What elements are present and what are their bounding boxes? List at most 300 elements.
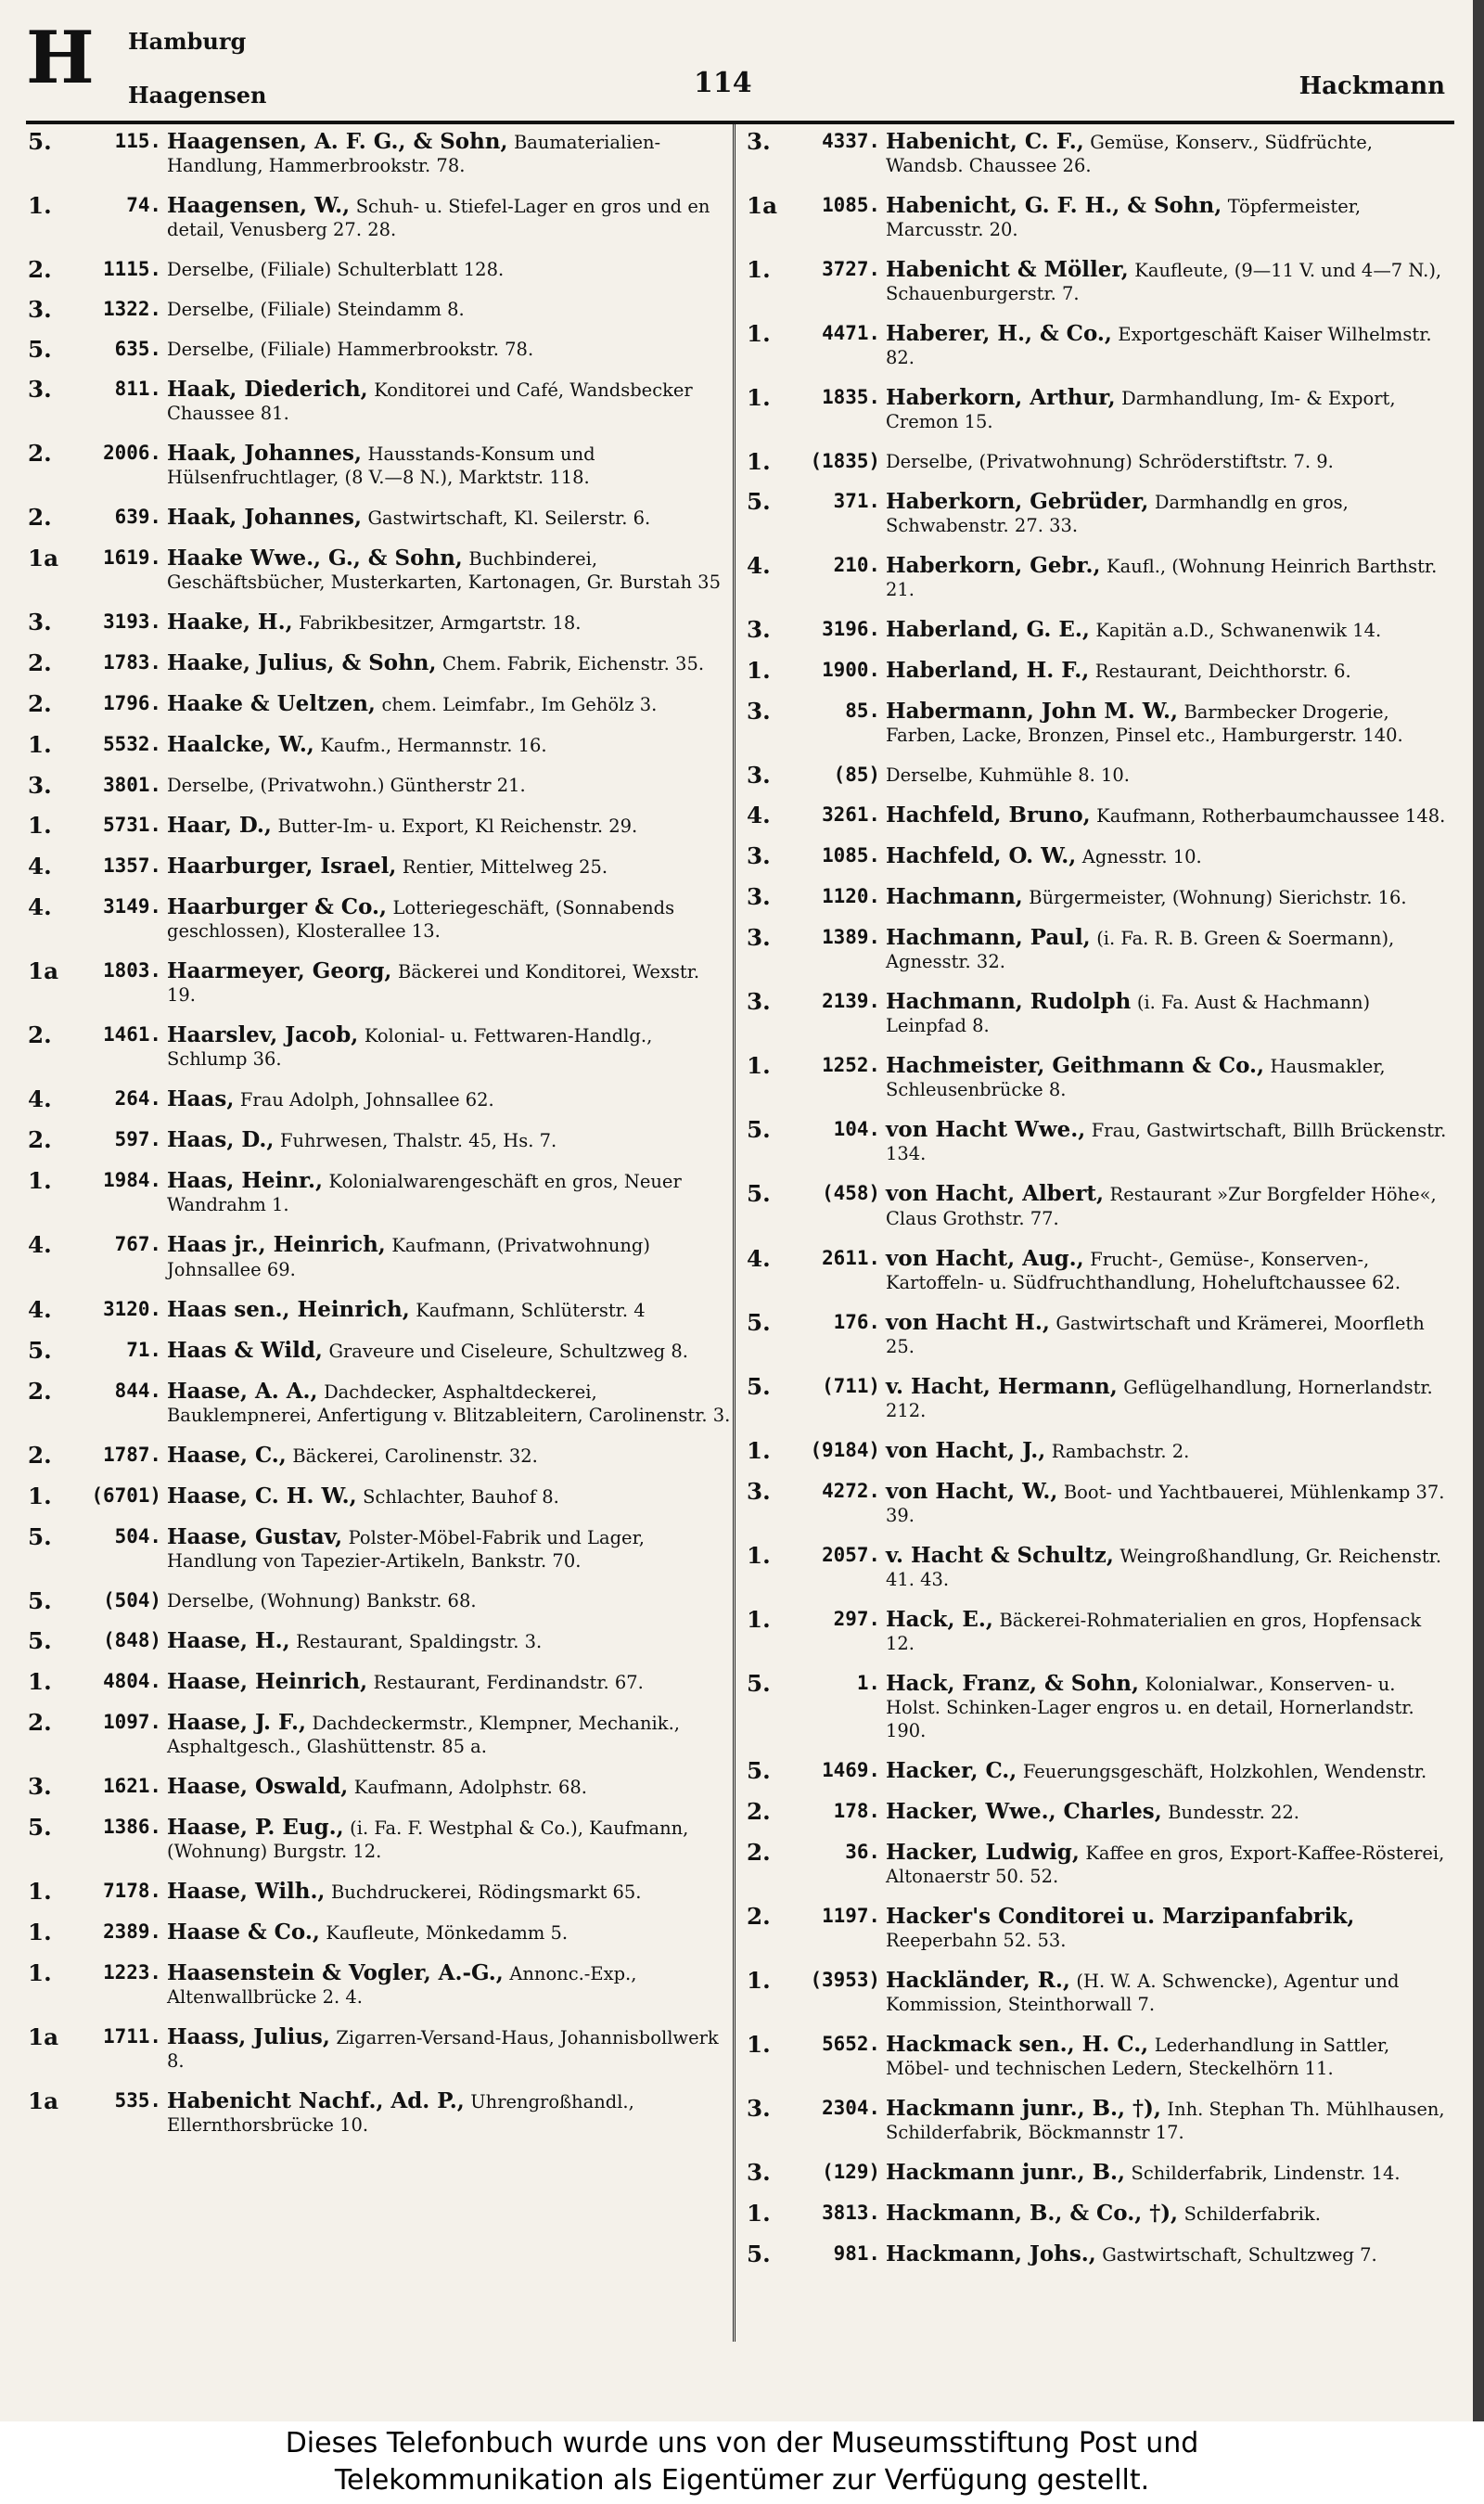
entry-description: Bäckerei-Rohmaterialien en gros, Hopfensack 12. xyxy=(886,1609,1422,1654)
entry-phone-number: 535. xyxy=(114,2088,161,2112)
entry-description: Bürgermeister, (Wohnung) Sierichstr. 16. xyxy=(1029,887,1407,909)
entry-description: Fuhrwesen, Thalstr. 45, Hs. 7. xyxy=(279,1130,557,1152)
entry-phone-number: 1322. xyxy=(103,298,161,321)
entry-phone-number: (6701) xyxy=(91,1483,161,1507)
directory-entry xyxy=(28,130,733,177)
entry-district: 1. xyxy=(28,812,52,840)
entry-description: Reeperbahn 52. 53. xyxy=(886,1929,1067,1951)
entry-phone-number: 597. xyxy=(114,1128,161,1151)
entry-description: Buchdruckerei, Rödingsmarkt 65. xyxy=(330,1881,642,1903)
entry-name: Haberkorn, Gebrüder, xyxy=(886,489,1149,515)
entry-description: Derselbe, (Privatwohnung) Schröderstiftstr. 7. 9. xyxy=(886,451,1334,473)
directory-entry xyxy=(28,1813,733,1863)
entry-description: Hausmakler, Schleusenbrücke 8. xyxy=(886,1056,1386,1101)
entry-district: 5. xyxy=(747,2240,771,2267)
entry-name: Hack, Franz, & Sohn, xyxy=(886,1670,1139,1696)
entry-description: Weingroßhandlung, Gr. Reichenstr. 41. 43. xyxy=(886,1545,1442,1590)
entry-phone-number: 844. xyxy=(114,1379,161,1402)
entry-phone-number: 3727. xyxy=(822,258,880,281)
entry-district: 2. xyxy=(28,1441,52,1469)
entry-description: Graveure und Ciseleure, Schultzweg 8. xyxy=(328,1340,688,1362)
entry-district: 4. xyxy=(28,853,52,880)
entry-name: Hachmann, xyxy=(886,884,1023,910)
entry-description: Kaufmann, Adolphstr. 68. xyxy=(353,1776,587,1798)
entry-district: 2. xyxy=(28,256,52,284)
entry-phone-number: (1835) xyxy=(810,450,880,473)
entry-name: Haak, Johannes, xyxy=(167,505,362,531)
entry-description: Schilderfabrik, Lindenstr. 14. xyxy=(1131,2162,1401,2184)
directory-entry xyxy=(747,194,1452,241)
directory-entry xyxy=(747,448,1452,476)
entry-description: Restaurant, Spaldingstr. 3. xyxy=(296,1630,543,1652)
directory-entry xyxy=(747,2158,1452,2186)
directory-entry xyxy=(28,1087,733,1111)
entry-description: Kolonialwar., Konserven- u. Holst. Schinken-Lager engros u. en detail, Hornerlandstr. 190. xyxy=(886,1673,1414,1741)
entry-phone-number: (3953) xyxy=(810,1968,880,1991)
entry-district: 1a xyxy=(747,192,778,220)
directory-entry xyxy=(28,895,733,943)
entry-phone-number: 4804. xyxy=(103,1669,161,1692)
directory-entry xyxy=(28,814,733,838)
entry-name: Haalcke, W., xyxy=(167,732,314,758)
entry-district: 2. xyxy=(747,1797,771,1825)
entry-name: Haase & Co., xyxy=(167,1919,320,1945)
entry-description: Darmhandlung, Im- & Export, Cremon 15. xyxy=(886,388,1396,433)
directory-entry xyxy=(747,490,1452,537)
entry-district: 3. xyxy=(747,1477,771,1505)
entry-description: Kaufl., (Wohnung Heinrich Barthstr. 21. xyxy=(886,556,1438,601)
entry-phone-number: 85. xyxy=(845,700,880,723)
entry-phone-number: 1796. xyxy=(103,692,161,715)
directory-entry xyxy=(28,1877,733,1905)
directory-entry xyxy=(28,1708,733,1758)
entry-description: (H. W. A. Schwencke), Agentur und Kommission, Steinthorwall 7. xyxy=(886,1970,1400,2015)
entry-phone-number: 1115. xyxy=(103,258,161,281)
section-letter: H xyxy=(26,16,95,100)
directory-entry xyxy=(28,2022,733,2073)
directory-entry xyxy=(28,1336,733,1364)
directory-entry xyxy=(28,442,733,489)
entry-district: 2. xyxy=(28,1377,52,1405)
entry-name: Haberer, H., & Co., xyxy=(886,321,1112,347)
directory-entry xyxy=(28,546,733,594)
entry-name: von Hacht, W., xyxy=(886,1478,1058,1504)
directory-entry xyxy=(747,1436,1452,1464)
entry-phone-number: 2139. xyxy=(822,990,880,1013)
entry-description: Zigarren-Versand-Haus, Johannisbollwerk 8. xyxy=(167,2026,719,2072)
directory-entry xyxy=(747,762,1452,790)
entry-district: 1. xyxy=(747,2030,771,2058)
header-city: Hamburg xyxy=(128,28,247,55)
entry-phone-number: 1787. xyxy=(103,1443,161,1466)
entry-description: Kaffee en gros, Export-Kaffee-Rösterei, Altonaerstr 50. 52. xyxy=(886,1842,1445,1887)
entry-district: 3. xyxy=(747,616,771,644)
page-edge-shadow xyxy=(1473,0,1484,2421)
entry-phone-number: 3149. xyxy=(103,895,161,918)
directory-entry xyxy=(747,926,1452,973)
directory-entry xyxy=(28,336,733,364)
entry-phone-number: 71. xyxy=(126,1338,161,1361)
entry-district: 5. xyxy=(28,1586,52,1614)
entry-name: Haas, D., xyxy=(167,1127,275,1153)
directory-entry xyxy=(747,2242,1452,2266)
entry-name: Hachfeld, Bruno, xyxy=(886,803,1091,828)
entry-name: Hackmann, B., & Co., †), xyxy=(886,2200,1179,2226)
entry-name: Hackländer, R., xyxy=(886,1967,1070,1993)
entry-description: Kaufmann, Rotherbaumchaussee 148. xyxy=(1096,805,1446,828)
entry-district: 3. xyxy=(28,376,52,404)
page-header xyxy=(26,17,1454,119)
entry-description: Baumaterialien-Handlung, Hammerbrookstr. 78. xyxy=(167,132,661,177)
entry-district: 1a xyxy=(28,2022,59,2050)
entry-description: (i. Fa. R. B. Green & Soermann), Agnesstr. 32. xyxy=(886,928,1395,973)
entry-name: Hackmann, Johs., xyxy=(886,2241,1096,2266)
entry-phone-number: 3801. xyxy=(103,774,161,797)
entry-name: Haas, xyxy=(167,1086,235,1112)
entry-phone-number: 5652. xyxy=(822,2032,880,2055)
entry-district: 1. xyxy=(28,1167,52,1195)
entry-phone-number: 1621. xyxy=(103,1774,161,1797)
entry-description: Kaufm., Hermannstr. 16. xyxy=(320,735,547,757)
entry-name: Haase, Wilh., xyxy=(167,1878,326,1904)
entry-district: 1. xyxy=(28,731,52,759)
entry-phone-number: 3196. xyxy=(822,618,880,641)
entry-name: Habenicht & Möller, xyxy=(886,257,1129,283)
entry-description: Geflügelhandlung, Hornerlandstr. 212. xyxy=(886,1376,1433,1421)
directory-entry xyxy=(747,1118,1452,1165)
header-rule xyxy=(26,121,1454,124)
entry-phone-number: 1097. xyxy=(103,1710,161,1733)
entry-district: 2. xyxy=(28,440,52,468)
entry-name: Hackmann junr., B., xyxy=(886,2159,1125,2185)
footer-notice xyxy=(0,2421,1484,2504)
entry-name: Habenicht Nachf., Ad. P., xyxy=(167,2087,465,2113)
entry-district: 3. xyxy=(747,2094,771,2122)
entry-district: 3. xyxy=(747,762,771,790)
entry-name: Hachfeld, O. W., xyxy=(886,843,1077,869)
entry-description: Derselbe, (Wohnung) Bankstr. 68. xyxy=(167,1589,477,1612)
entry-phone-number: (458) xyxy=(822,1182,880,1205)
directory-entry xyxy=(747,659,1452,683)
entry-name: Haase, Heinrich, xyxy=(167,1668,368,1694)
entry-phone-number: 2304. xyxy=(822,2096,880,2119)
entry-district: 5. xyxy=(28,1813,52,1841)
entry-district: 2. xyxy=(28,1708,52,1736)
directory-entry xyxy=(28,296,733,324)
directory-entry xyxy=(28,1626,733,1654)
entry-description: Restaurant, Deichthorstr. 6. xyxy=(1094,661,1351,683)
directory-entry xyxy=(747,803,1452,828)
entry-description: (i. Fa. Aust & Hachmann) Leinpfad 8. xyxy=(886,992,1371,1037)
entry-description: Kaufmann, Schlüterstr. 4 xyxy=(416,1299,646,1321)
entry-district: 1. xyxy=(747,448,771,476)
entry-phone-number: 5731. xyxy=(103,814,161,837)
entry-description: Darmhandlg en gros, Schwabenstr. 27. 33. xyxy=(886,492,1349,537)
directory-entry xyxy=(28,1441,733,1469)
entry-description: Buchbinderei, Geschäftsbücher, Musterkarten, Kartonagen, Gr. Burstah 35 xyxy=(167,548,721,594)
directory-entry xyxy=(28,651,733,675)
directory-entry xyxy=(747,618,1452,642)
directory-entry xyxy=(747,2199,1452,2227)
entry-description: Frau Adolph, Johnsallee 62. xyxy=(239,1089,494,1111)
entry-name: Haagensen, A. F. G., & Sohn, xyxy=(167,129,508,154)
entry-name: Haase, Gustav, xyxy=(167,1523,343,1549)
entry-name: Haberland, G. E., xyxy=(886,617,1090,643)
entry-district: 5. xyxy=(747,1116,771,1144)
entry-description: Exportgeschäft Kaiser Wilhelmstr. 82. xyxy=(886,324,1432,369)
entry-name: Haase, C., xyxy=(167,1442,287,1468)
entry-description: Derselbe, Kuhmühle 8. 10. xyxy=(886,764,1130,787)
entry-phone-number: 3120. xyxy=(103,1297,161,1320)
entry-district: 3. xyxy=(747,988,771,1016)
entry-phone-number: 767. xyxy=(114,1233,161,1256)
directory-entry xyxy=(747,1244,1452,1294)
entry-name: Habenicht, C. F., xyxy=(886,129,1084,154)
entry-phone-number: 5532. xyxy=(103,733,161,756)
footer-line-1: Dieses Telefonbuch wurde uns von der Museumsstiftung Post und xyxy=(285,2427,1199,2459)
footer-line-2: Telekommunikation als Eigentümer zur Verfügung gestellt. xyxy=(334,2464,1150,2497)
entry-name: Haase, C. H. W., xyxy=(167,1483,357,1509)
entry-district: 5. xyxy=(747,1372,771,1400)
entry-district: 5. xyxy=(28,336,52,364)
entry-description: Fabrikbesitzer, Armgartstr. 18. xyxy=(299,612,582,635)
entry-phone-number: 74. xyxy=(126,194,161,217)
entry-district: 3. xyxy=(28,609,52,636)
directory-entry xyxy=(747,322,1452,369)
entry-name: Hackmack sen., H. C., xyxy=(886,2031,1149,2057)
entry-phone-number: 210. xyxy=(833,554,880,577)
entry-name: Haberland, H. F., xyxy=(886,658,1090,684)
entry-district: 1. xyxy=(28,1877,52,1905)
entry-district: 1. xyxy=(747,2199,771,2227)
entry-district: 3. xyxy=(747,883,771,911)
entry-name: von Hacht, J., xyxy=(886,1437,1046,1463)
entry-phone-number: 1783. xyxy=(103,651,161,674)
entry-description: Gastwirtschaft und Krämerei, Moorfleth 25. xyxy=(886,1312,1425,1357)
entry-phone-number: 176. xyxy=(833,1310,880,1333)
entry-phone-number: (504) xyxy=(103,1588,161,1612)
directory-entry xyxy=(747,990,1452,1037)
entry-phone-number: 1085. xyxy=(822,194,880,217)
directory-entry xyxy=(747,844,1452,868)
entry-district: 3. xyxy=(747,842,771,870)
entry-description: Derselbe, (Filiale) Hammerbrookstr. 78. xyxy=(167,339,534,361)
entry-name: Habenicht, G. F. H., & Sohn, xyxy=(886,193,1222,219)
directory-entry xyxy=(747,885,1452,909)
entry-phone-number: 639. xyxy=(114,506,161,529)
entry-description: Barmbecker Drogerie, Farben, Lacke, Bronzen, Pinsel etc., Hamburgerstr. 140. xyxy=(886,701,1403,747)
entry-description: Dachdecker, Asphaltdeckerei, Bauklempnerei, Anfertigung v. Blitzableitern, Carolinenstr. 3. xyxy=(167,1380,731,1426)
directory-entry xyxy=(747,1541,1452,1591)
entry-name: Haak, Johannes, xyxy=(167,441,362,467)
entry-name: Hacker, Ludwig, xyxy=(886,1839,1080,1865)
entry-name: Haake Wwe., G., & Sohn, xyxy=(167,546,463,571)
entry-name: Haase, Oswald, xyxy=(167,1773,349,1799)
directory-entry xyxy=(28,772,733,800)
entry-description: Restaurant »Zur Borgfelder Höhe«, Claus Grothstr. 77. xyxy=(886,1184,1437,1229)
entry-name: Haagensen, W., xyxy=(167,193,351,219)
page-number: 114 xyxy=(694,67,752,99)
entry-phone-number: 264. xyxy=(114,1087,161,1111)
entry-phone-number: 1389. xyxy=(822,926,880,949)
entry-phone-number: 36. xyxy=(845,1840,880,1863)
entry-description: Restaurant, Ferdinandstr. 67. xyxy=(373,1671,644,1693)
entry-district: 1. xyxy=(28,1667,52,1695)
entry-description: Töpfermeister, Marcusstr. 20. xyxy=(886,196,1362,241)
entry-name: Hachmann, Rudolph xyxy=(886,989,1132,1015)
directory-entry xyxy=(28,1920,733,1945)
directory-entry xyxy=(28,610,733,635)
directory-entry xyxy=(747,1182,1452,1229)
entry-name: Haase, P. Eug., xyxy=(167,1814,344,1840)
directory-entry xyxy=(747,1308,1452,1358)
directory-entry xyxy=(747,1054,1452,1101)
entry-name: von Hacht, Albert, xyxy=(886,1181,1105,1207)
entry-district: 5. xyxy=(28,1336,52,1364)
entry-district: 5. xyxy=(28,1522,52,1550)
entry-description: Bäckerei und Konditorei, Wexstr. 19. xyxy=(167,961,700,1007)
entry-phone-number: 1386. xyxy=(103,1815,161,1838)
entry-name: Haase, J. F., xyxy=(167,1709,306,1735)
entry-description: Agnesstr. 10. xyxy=(1081,846,1202,868)
directory-entry xyxy=(747,1756,1452,1784)
entry-phone-number: 1803. xyxy=(103,959,161,982)
directory-entry xyxy=(28,1522,733,1573)
entry-phone-number: (848) xyxy=(103,1628,161,1651)
entry-phone-number: 297. xyxy=(833,1607,880,1630)
entry-name: Haas, Heinr., xyxy=(167,1168,324,1194)
entry-name: Haasenstein & Vogler, A.-G., xyxy=(167,1959,504,1985)
entry-name: Haase, A. A., xyxy=(167,1378,318,1404)
entry-name: von Hacht H., xyxy=(886,1309,1050,1335)
entry-district: 2. xyxy=(28,690,52,718)
directory-entry xyxy=(747,1669,1452,1742)
entry-name: Haake, H., xyxy=(167,610,293,636)
entry-description: Kaufleute, (9—11 V. und 4—7 N.), Schauenburgerstr. 7. xyxy=(886,260,1442,305)
entry-district: 5. xyxy=(747,488,771,516)
entry-phone-number: 1619. xyxy=(103,546,161,570)
entry-name: Haberkorn, Arthur, xyxy=(886,385,1116,411)
entry-district: 4. xyxy=(747,802,771,829)
directory-entry xyxy=(747,1477,1452,1527)
entry-phone-number: 1900. xyxy=(822,659,880,682)
entry-phone-number: (711) xyxy=(822,1374,880,1397)
entry-phone-number: (85) xyxy=(833,764,880,787)
entry-name: v. Hacht & Schultz, xyxy=(886,1542,1114,1568)
directory-entry xyxy=(28,1128,733,1152)
entry-phone-number: 4337. xyxy=(822,130,880,152)
entry-district: 4. xyxy=(28,1295,52,1323)
entry-description: Gastwirtschaft, Schultzweg 7. xyxy=(1102,2243,1377,2266)
entry-district: 1. xyxy=(28,1918,52,1945)
directory-entry xyxy=(28,1667,733,1695)
entry-description: Frau, Gastwirtschaft, Billh Brückenstr. 134. xyxy=(886,1120,1447,1165)
entry-phone-number: 504. xyxy=(114,1524,161,1547)
entry-name: Haarmeyer, Georg, xyxy=(167,958,392,984)
entry-name: Hachmann, Paul, xyxy=(886,925,1091,951)
directory-entry xyxy=(28,959,733,1007)
entry-phone-number: 4471. xyxy=(822,322,880,345)
entry-description: Polster-Möbel-Fabrik und Lager, Handlung von Tapezier-Artikeln, Bankstr. 70. xyxy=(167,1526,645,1572)
entry-district: 2. xyxy=(747,1838,771,1866)
column-divider xyxy=(733,124,736,2342)
entry-phone-number: 2006. xyxy=(103,442,161,465)
entry-district: 5. xyxy=(28,1626,52,1654)
entry-district: 5. xyxy=(747,1669,771,1697)
directory-entry xyxy=(28,1295,733,1323)
entry-phone-number: 1469. xyxy=(822,1758,880,1781)
entry-district: 5. xyxy=(747,1180,771,1208)
directory-entry xyxy=(747,1966,1452,2016)
directory-entry xyxy=(28,378,733,425)
directory-entry xyxy=(28,1772,733,1800)
directory-entry xyxy=(747,554,1452,601)
entry-phone-number: 1711. xyxy=(103,2024,161,2048)
entry-name: Hack, E., xyxy=(886,1606,993,1632)
entry-description: Hausstands-Konsum und Hülsenfruchtlager, (8 V.—8 N.), Marktstr. 118. xyxy=(167,443,595,489)
entry-district: 4. xyxy=(747,552,771,580)
entry-district: 2. xyxy=(28,504,52,532)
entry-district: 1. xyxy=(747,320,771,348)
entry-district: 5. xyxy=(28,128,52,155)
header-last-entry: Hackmann xyxy=(1298,72,1445,100)
entry-description: Rentier, Mittelweg 25. xyxy=(402,856,608,879)
entry-phone-number: 1252. xyxy=(822,1054,880,1077)
entry-description: Uhrengroßhandl., Ellernthorsbrücke 10. xyxy=(167,2090,634,2136)
entry-description: Gastwirtschaft, Kl. Seilerstr. 6. xyxy=(367,507,651,530)
entry-description: Derselbe, (Filiale) Schulterblatt 128. xyxy=(167,259,505,281)
entry-phone-number: 1461. xyxy=(103,1023,161,1047)
directory-entry xyxy=(747,700,1452,747)
entry-name: Haake, Julius, & Sohn, xyxy=(167,650,437,676)
entry-description: Kolonial- u. Fettwaren-Handlg., Schlump 36. xyxy=(167,1025,653,1071)
entry-description: Lotteriegeschäft, (Sonnabends geschlossen), Klosterallee 13. xyxy=(167,897,675,943)
directory-entry xyxy=(747,2094,1452,2144)
entry-description: Schlachter, Bauhof 8. xyxy=(363,1485,559,1508)
entry-district: 1. xyxy=(747,1052,771,1080)
entry-name: Haake & Ueltzen, xyxy=(167,691,376,717)
directory-entry xyxy=(28,1377,733,1427)
entry-district: 4. xyxy=(747,1244,771,1272)
entry-name: Hacker's Conditorei u. Marzipanfabrik, xyxy=(886,1903,1355,1929)
entry-phone-number: 1223. xyxy=(103,1960,161,1984)
entry-phone-number: 371. xyxy=(833,490,880,513)
directory-entry xyxy=(28,1484,733,1509)
entry-description: Frucht-, Gemüse-, Konserven-, Kartoffeln- u. Südfruchthandlung, Hoheluftchaussee 62. xyxy=(886,1248,1401,1293)
entry-phone-number: 1984. xyxy=(103,1169,161,1192)
entry-description: Butter-Im- u. Export, Kl Reichenstr. 29. xyxy=(277,815,638,838)
entry-district: 1. xyxy=(747,657,771,685)
entry-name: Haas jr., Heinrich, xyxy=(167,1232,386,1258)
entry-phone-number: 4272. xyxy=(822,1479,880,1502)
directory-entry xyxy=(28,854,733,879)
entry-district: 3. xyxy=(747,2158,771,2186)
entry-district: 1. xyxy=(28,1482,52,1509)
entry-description: Schuh- u. Stiefel-Lager en gros und en detail, Venusberg 27. 28. xyxy=(167,196,710,241)
entry-name: Haberkorn, Gebr., xyxy=(886,553,1101,579)
entry-phone-number: 1357. xyxy=(103,854,161,878)
entry-phone-number: 3813. xyxy=(822,2201,880,2224)
entry-district: 4. xyxy=(28,1231,52,1259)
entry-phone-number: 2389. xyxy=(103,1920,161,1943)
header-first-entry: Haagensen xyxy=(128,82,267,109)
entry-name: Haas & Wild, xyxy=(167,1337,323,1363)
entry-phone-number: 1835. xyxy=(822,386,880,409)
entry-description: Boot- und Yachtbauerei, Mühlenkamp 37. 39. xyxy=(886,1481,1445,1526)
entry-district: 1a xyxy=(28,957,59,985)
entry-name: Haak, Diederich, xyxy=(167,377,368,403)
entry-description: Inh. Stephan Th. Mühlhausen, Schilderfabrik, Böckmannstr 17. xyxy=(886,2098,1445,2143)
